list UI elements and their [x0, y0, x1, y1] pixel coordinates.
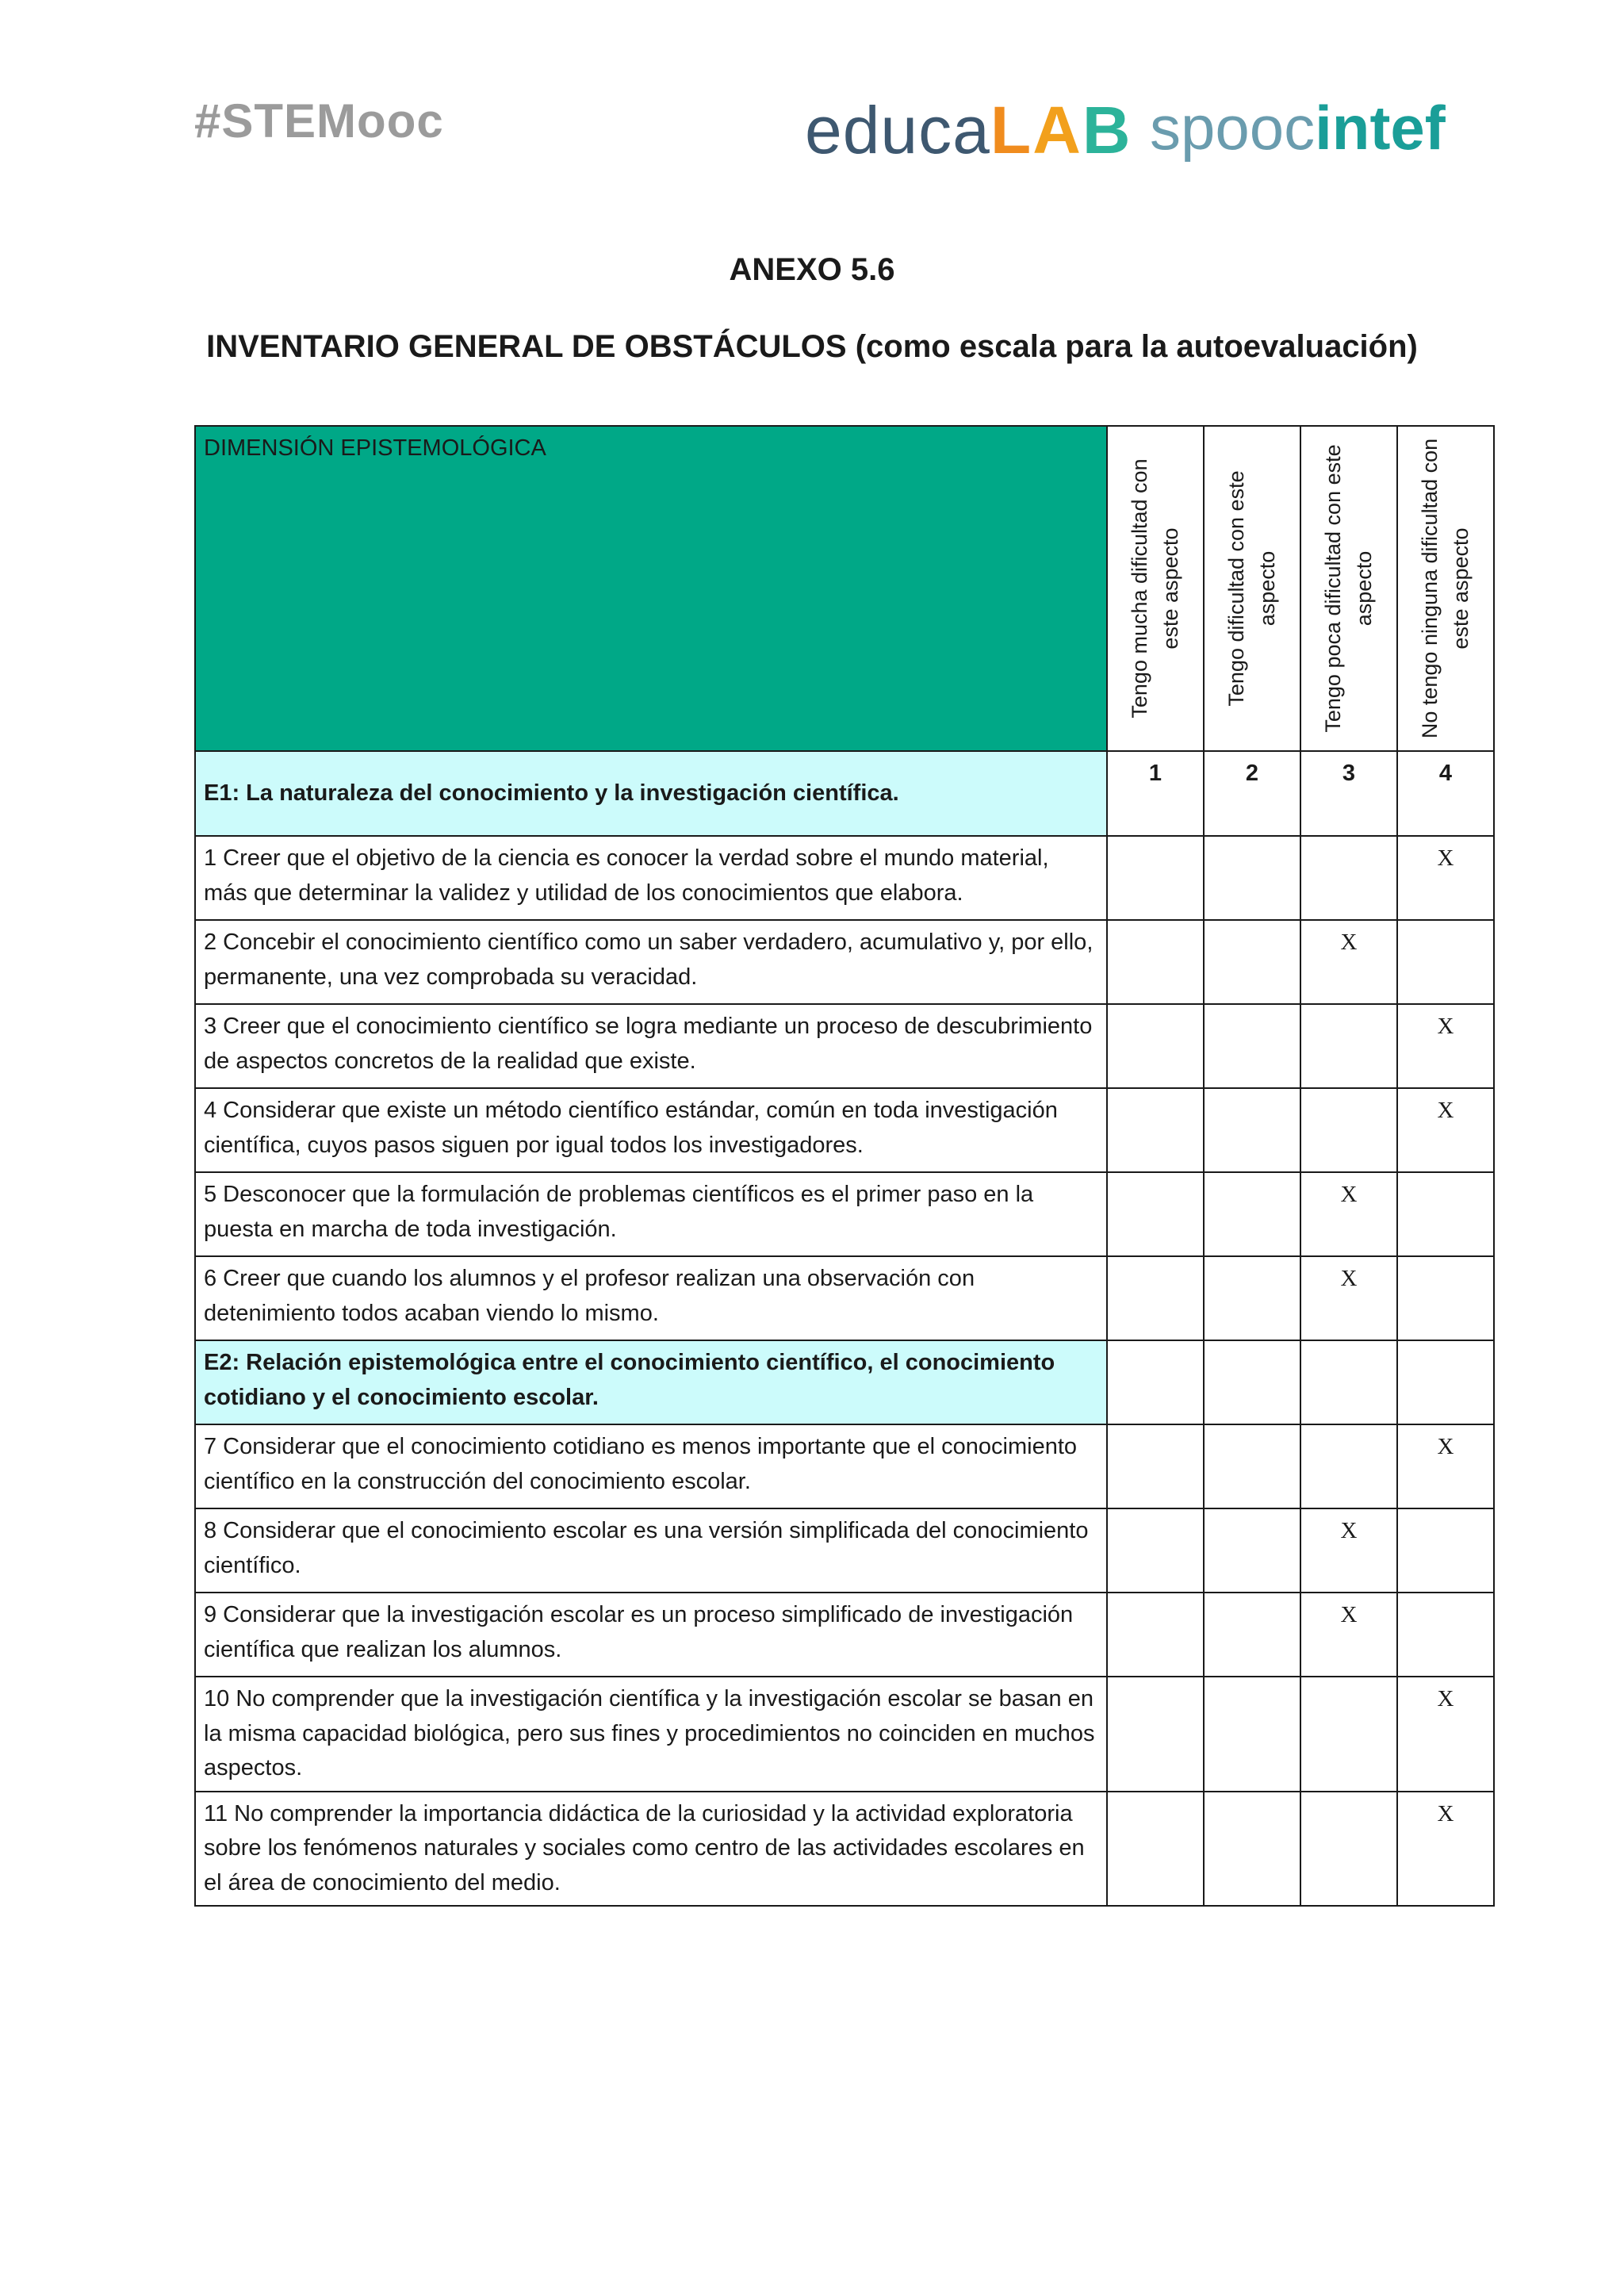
obstacle-text: 7 Considerar que el conocimiento cotidiano es menos importante que el conocimiento científico en la construcción del conocimiento escolar. [195, 1424, 1107, 1508]
section-row-e2 [195, 1340, 1494, 1424]
scale-header-1-text: Tengo mucha dificultad con este aspecto [1127, 458, 1182, 719]
mark-cell[interactable] [1204, 1508, 1300, 1593]
mark-cell[interactable] [1107, 1424, 1204, 1508]
obstacle-text: 3 Creer que el conocimiento científico se logra mediante un proceso de descubrimiento de aspectos concretos de la realidad que existe. [195, 1004, 1107, 1088]
mark-cell[interactable] [1300, 1004, 1397, 1088]
empty-cell [1397, 1340, 1494, 1424]
section-row-e1 [195, 751, 1494, 836]
spoocintef-logo-suffix: intef [1315, 93, 1446, 163]
mark-cell[interactable] [1300, 1677, 1397, 1792]
table-row [195, 1004, 1494, 1088]
mark-cell[interactable] [1204, 1088, 1300, 1172]
mark-cell[interactable] [1107, 1088, 1204, 1172]
dimension-header: DIMENSIÓN EPISTEMOLÓGICA [195, 426, 1107, 751]
scale-header-3 [1300, 426, 1397, 751]
table-row [195, 1172, 1494, 1256]
mark-cell[interactable] [1397, 1256, 1494, 1340]
scale-number: 2 [1204, 751, 1300, 836]
table-row [195, 920, 1494, 1004]
table-row [195, 836, 1494, 920]
mark-cell[interactable] [1397, 1172, 1494, 1256]
stemooc-hashtag: #STEMooc [194, 94, 444, 148]
empty-cell [1107, 1340, 1204, 1424]
mark-cell[interactable] [1397, 1593, 1494, 1677]
mark-cell[interactable]: X [1300, 1256, 1397, 1340]
section-label-e2: E2: Relación epistemológica entre el conocimiento científico, el conocimiento cotidiano y el conocimiento escolar. [195, 1340, 1107, 1424]
table-row [195, 1256, 1494, 1340]
mark-cell[interactable]: X [1397, 1004, 1494, 1088]
scale-header-4-text: No tengo ninguna dificultad con este aspecto [1417, 438, 1473, 739]
mark-cell[interactable] [1107, 1792, 1204, 1907]
obstacle-text: 8 Considerar que el conocimiento escolar es una versión simplificada del conocimiento científico. [195, 1508, 1107, 1593]
mark-cell[interactable] [1397, 1508, 1494, 1593]
mark-cell[interactable] [1204, 1004, 1300, 1088]
mark-cell[interactable] [1300, 836, 1397, 920]
empty-cell [1300, 1340, 1397, 1424]
obstacle-text: 6 Creer que cuando los alumnos y el profesor realizan una observación con detenimiento todos acaban viendo lo mismo. [195, 1256, 1107, 1340]
table-row [195, 1792, 1494, 1907]
scale-header-2 [1204, 426, 1300, 751]
educalab-logo-prefix: educa [805, 93, 990, 167]
educalab-logo-l: L [990, 93, 1033, 167]
mark-cell[interactable] [1204, 1172, 1300, 1256]
mark-cell[interactable] [1300, 1088, 1397, 1172]
mark-cell[interactable]: X [1397, 1088, 1494, 1172]
scale-header-4 [1397, 426, 1494, 751]
obstacle-text: 11 No comprender la importancia didáctica de la curiosidad y la actividad exploratoria sobre los fenómenos naturales y sociales como centro de las actividades escolares en el área de conocimiento del medio. [195, 1792, 1107, 1907]
mark-cell[interactable]: X [1300, 1172, 1397, 1256]
spoocintef-logo [1150, 93, 1446, 163]
spoocintef-logo-prefix: spooc [1150, 93, 1316, 163]
obstacles-inventory-table [194, 425, 1495, 1907]
mark-cell[interactable] [1204, 836, 1300, 920]
obstacle-text: 10 No comprender que la investigación científica y la investigación escolar se basan en la misma capacidad biológica, pero sus fines y procedimientos no coinciden en muchos aspectos. [195, 1677, 1107, 1792]
mark-cell[interactable] [1204, 920, 1300, 1004]
scale-header-3-text: Tengo poca dificultad con este aspecto [1320, 444, 1376, 733]
obstacle-text: 2 Concebir el conocimiento científico como un saber verdadero, acumulativo y, por ello, permanente, una vez comprobada su veracidad. [195, 920, 1107, 1004]
table-row [195, 1424, 1494, 1508]
mark-cell[interactable]: X [1397, 1792, 1494, 1907]
educalab-logo [805, 93, 1132, 167]
mark-cell[interactable]: X [1397, 836, 1494, 920]
mark-cell[interactable] [1107, 1256, 1204, 1340]
mark-cell[interactable] [1397, 920, 1494, 1004]
educalab-logo-a: A [1032, 93, 1082, 167]
table-row [195, 1677, 1494, 1792]
table-row [195, 1593, 1494, 1677]
mark-cell[interactable] [1300, 1792, 1397, 1907]
mark-cell[interactable] [1107, 1004, 1204, 1088]
mark-cell[interactable] [1107, 920, 1204, 1004]
table-header-row [195, 426, 1494, 751]
table-row [195, 1508, 1494, 1593]
empty-cell [1204, 1340, 1300, 1424]
scale-number: 4 [1397, 751, 1494, 836]
mark-cell[interactable] [1204, 1256, 1300, 1340]
document-title: INVENTARIO GENERAL DE OBSTÁCULOS (como escala para la autoevaluación) [206, 329, 1418, 364]
mark-cell[interactable]: X [1397, 1424, 1494, 1508]
mark-cell[interactable]: X [1300, 920, 1397, 1004]
obstacle-text: 1 Creer que el objetivo de la ciencia es conocer la verdad sobre el mundo material, más que determinar la validez y utilidad de los conocimientos que elabora. [195, 836, 1107, 920]
mark-cell[interactable] [1204, 1593, 1300, 1677]
mark-cell[interactable]: X [1300, 1593, 1397, 1677]
mark-cell[interactable] [1107, 836, 1204, 920]
scale-header-2-text: Tengo dificultad con este aspecto [1224, 470, 1279, 707]
scale-number: 1 [1107, 751, 1204, 836]
mark-cell[interactable] [1204, 1792, 1300, 1907]
obstacle-text: 5 Desconocer que la formulación de problemas científicos es el primer paso en la puesta en marcha de toda investigación. [195, 1172, 1107, 1256]
annex-title: ANEXO 5.6 [729, 252, 895, 287]
mark-cell[interactable] [1204, 1424, 1300, 1508]
mark-cell[interactable] [1204, 1677, 1300, 1792]
mark-cell[interactable] [1107, 1593, 1204, 1677]
mark-cell[interactable] [1107, 1172, 1204, 1256]
mark-cell[interactable]: X [1397, 1677, 1494, 1792]
scale-number: 3 [1300, 751, 1397, 836]
mark-cell[interactable] [1107, 1508, 1204, 1593]
table-row [195, 1088, 1494, 1172]
mark-cell[interactable] [1300, 1424, 1397, 1508]
obstacle-text: 4 Considerar que existe un método científico estándar, común en toda investigación científica, cuyos pasos siguen por igual todos los investigadores. [195, 1088, 1107, 1172]
obstacle-text: 9 Considerar que la investigación escolar es un proceso simplificado de investigación científica que realizan los alumnos. [195, 1593, 1107, 1677]
educalab-logo-b: B [1082, 93, 1132, 167]
mark-cell[interactable]: X [1300, 1508, 1397, 1593]
scale-header-1 [1107, 426, 1204, 751]
section-label-e1: E1: La naturaleza del conocimiento y la investigación científica. [195, 751, 1107, 836]
mark-cell[interactable] [1107, 1677, 1204, 1792]
